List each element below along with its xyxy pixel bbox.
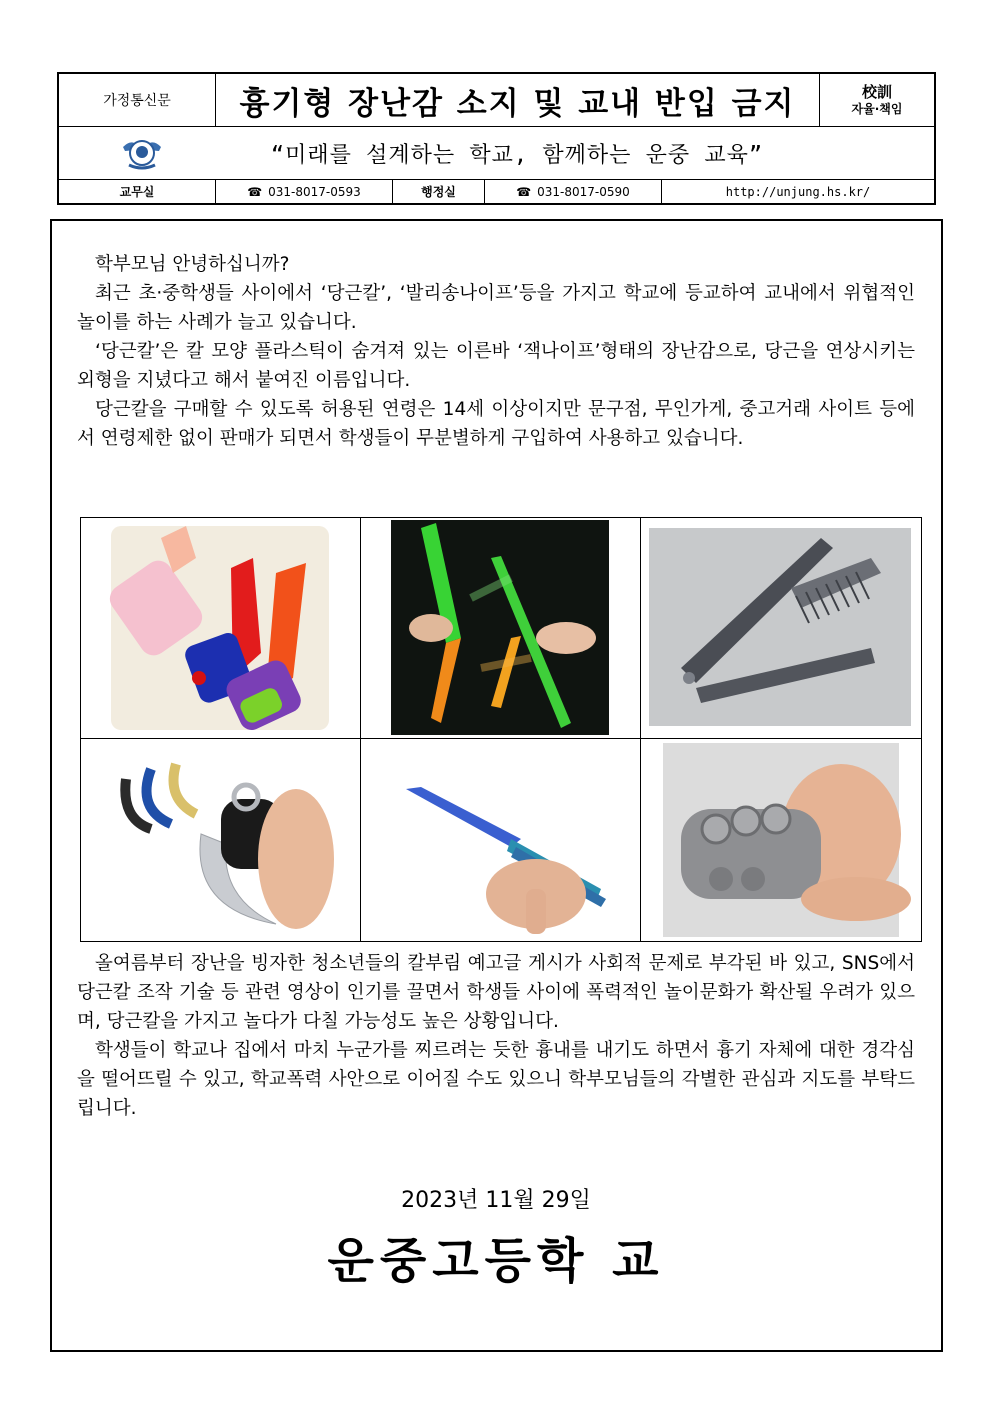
intro-paragraph: 당근칼을 구매할 수 있도록 허용된 연령은 14세 이상이지만 문구점, 무인가게, 중고거래 사이트 등에서 연령제한 없이 판매가 되면서 학생들이 무분별하게 구입하여 사용하고 있습니다.	[77, 399, 915, 449]
office1-phone-number: 031-8017-0593	[268, 184, 361, 199]
motto-text: 자율·책임	[851, 101, 903, 116]
office2-phone-number: 031-8017-0590	[537, 184, 630, 199]
category-label: 가정통신문	[59, 74, 216, 126]
letter-date: 2023년 11월 29일	[401, 1188, 591, 1213]
brass-knuckles-photo	[641, 739, 921, 941]
grid-divider	[81, 738, 921, 739]
closing-paragraph: 올여름부터 장난을 빙자한 청소년들의 칼부림 예고글 게시가 사회적 문제로 부각된 바 있고, SNS에서 당근칼 조작 기술 등 관련 영상이 인기를 끌면서 학생들 사이에 폭력적인 놀이문화가 확산될 우려가 있으며, 당근칼을 가지고 놀다가 다칠 가능성도 높은 상황입니다.	[77, 953, 915, 1032]
phone-icon: ☎	[247, 184, 263, 199]
greeting-line: 학부모님 안녕하십니까?	[95, 254, 290, 275]
karambit-knife-photo	[81, 739, 361, 941]
intro-paragraph: 최근 초·중학생들 사이에서 ‘당근칼’, ‘발리송나이프’등을 가지고 학교에 등교하여 교내에서 위협적인 놀이를 하는 사례가 늘고 있습니다.	[77, 283, 915, 333]
carrot-knife-toys-photo	[81, 518, 361, 739]
closing-paragraphs	[77, 949, 915, 1123]
school-name-signature: 운중고등학 교	[327, 1233, 665, 1289]
office2-phone	[485, 180, 662, 203]
office1-label: 교무실	[59, 180, 216, 203]
header-row-title	[59, 74, 934, 127]
weapon-toy-image-grid	[80, 517, 922, 942]
butterfly-comb-photo	[641, 518, 921, 739]
newsletter-header	[57, 72, 936, 205]
office1-phone	[216, 180, 393, 203]
page-title: 흉기형 장난감 소지 및 교내 반입 금지	[216, 74, 820, 126]
intro-paragraphs	[77, 250, 915, 453]
website-link[interactable]: http://unjung.hs.kr/	[725, 184, 871, 199]
header-row-slogan	[59, 127, 934, 180]
blue-balisong-knife-photo	[361, 739, 641, 941]
intro-paragraph: ‘당근칼’은 칼 모양 플라스틱이 숨겨져 있는 이른바 ‘잭나이프’형태의 장난감으로, 당근을 연상시키는 외형을 지녔다고 해서 붙여진 이름입니다.	[77, 341, 915, 391]
school-emblem-icon	[117, 127, 167, 179]
green-carrot-knife-spinning-photo	[361, 518, 641, 739]
school-motto	[820, 74, 934, 126]
phone-icon: ☎	[516, 184, 532, 199]
office2-label: 행정실	[393, 180, 485, 203]
header-row-contacts	[59, 180, 934, 203]
motto-label: 校訓	[861, 83, 892, 102]
closing-paragraph: 학생들이 학교나 집에서 마치 누군가를 찌르려는 듯한 흉내를 내기도 하면서 흉기 자체에 대한 경각심을 떨어뜨릴 수 있고, 학교폭력 사안으로 이어질 수도 있으니 학부모님들의 각별한 관심과 지도를 부탁드립니다.	[77, 1040, 915, 1119]
school-slogan: “미래를 설계하는 학교, 함께하는 운중 교육”	[270, 142, 764, 168]
